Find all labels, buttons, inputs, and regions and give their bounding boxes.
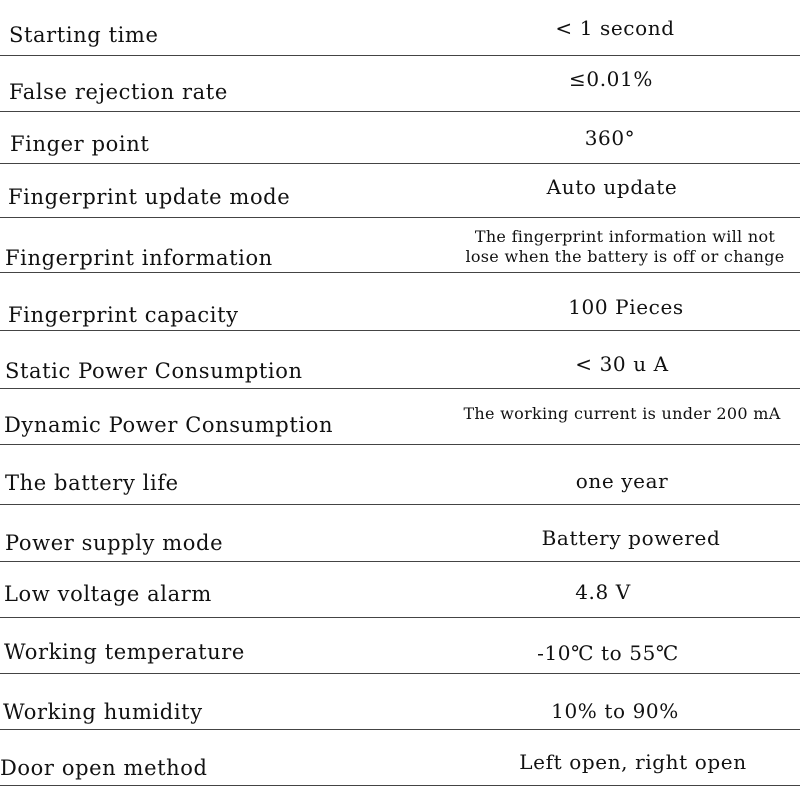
row-divider: [0, 444, 800, 445]
row-divider: [0, 111, 800, 112]
row-divider: [0, 617, 800, 618]
spec-value-working-humidity: 10% to 90%: [551, 699, 679, 723]
spec-label-power-supply-mode: Power supply mode: [5, 531, 224, 555]
row-divider: [0, 561, 800, 562]
spec-value-fingerprint-information-line1: The fingerprint information will not: [474, 227, 776, 246]
row-divider: [0, 729, 800, 730]
spec-value-static-power-consumption: < 30 u A: [575, 352, 669, 376]
row-divider: [0, 504, 800, 505]
spec-label-low-voltage-alarm: Low voltage alarm: [4, 582, 212, 606]
spec-value-dynamic-power-consumption: The working current is under 200 mA: [463, 404, 781, 423]
spec-label-starting-time: Starting time: [9, 23, 159, 47]
spec-value-low-voltage-alarm: 4.8 V: [575, 580, 631, 604]
spec-label-false-rejection-rate: False rejection rate: [9, 80, 228, 104]
spec-value-false-rejection-rate: ≤0.01%: [569, 67, 653, 91]
spec-value-finger-point: 360°: [584, 126, 636, 150]
row-divider: [0, 388, 800, 389]
spec-label-fingerprint-capacity: Fingerprint capacity: [8, 303, 239, 327]
spec-value-fingerprint-information-line2: lose when the battery is off or change: [465, 247, 785, 266]
row-divider: [0, 785, 800, 786]
spec-label-dynamic-power-consumption: Dynamic Power Consumption: [4, 413, 334, 437]
spec-value-fingerprint-capacity: 100 Pieces: [568, 295, 684, 319]
spec-label-working-humidity: Working humidity: [3, 700, 203, 724]
spec-label-battery-life: The battery life: [5, 471, 179, 495]
row-divider: [0, 330, 800, 331]
spec-value-power-supply-mode: Battery powered: [541, 526, 721, 550]
row-divider: [0, 55, 800, 56]
spec-label-door-open-method: Door open method: [0, 756, 208, 780]
row-divider: [0, 272, 800, 273]
spec-label-fingerprint-information: Fingerprint information: [5, 246, 273, 270]
spec-value-battery-life: one year: [575, 469, 669, 493]
spec-value-starting-time: < 1 second: [555, 16, 675, 40]
spec-label-static-power-consumption: Static Power Consumption: [5, 359, 303, 383]
row-divider: [0, 673, 800, 674]
spec-value-door-open-method: Left open, right open: [519, 750, 747, 774]
spec-value-fingerprint-update-mode: Auto update: [546, 175, 678, 199]
spec-label-fingerprint-update-mode: Fingerprint update mode: [8, 185, 291, 209]
row-divider: [0, 163, 800, 164]
spec-label-finger-point: Finger point: [10, 132, 150, 156]
row-divider: [0, 217, 800, 218]
spec-label-working-temperature: Working temperature: [4, 640, 245, 664]
spec-value-working-temperature: -10℃ to 55℃: [537, 641, 679, 665]
